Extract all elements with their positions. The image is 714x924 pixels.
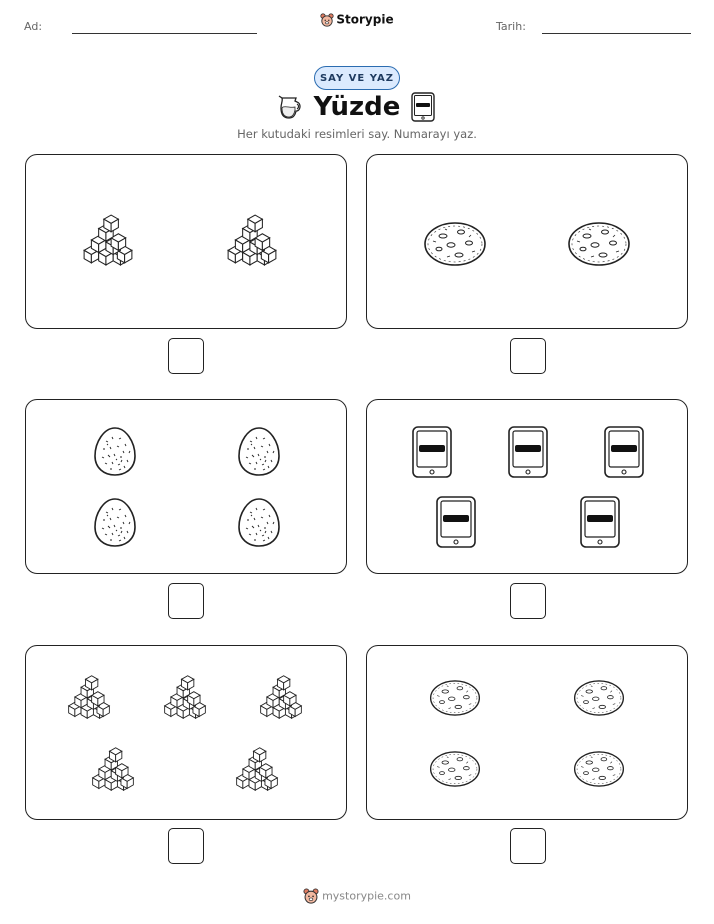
cookie-icon [573,750,625,793]
footer [0,888,714,904]
cookie-icon [429,679,481,722]
storypie-bear-icon [303,888,319,904]
tablet-icon [411,426,453,483]
answer-box-1[interactable] [168,338,204,374]
name-field[interactable] [72,33,257,34]
answer-box-2[interactable] [510,338,546,374]
tablet-icon [603,426,645,483]
sugar-cubes-icon [256,674,306,725]
sugar-cubes-icon [88,746,138,797]
count-panel-5 [25,645,347,820]
tablet-icon [410,92,436,122]
answer-box-4[interactable] [510,583,546,619]
sugar-cubes-icon [160,674,210,725]
cookie-icon [573,679,625,722]
count-panel-4 [366,399,688,574]
footer-url: mystorypie.com [322,889,411,903]
activity-badge: SAY VE YAZ [314,66,400,90]
count-panel-1 [25,154,347,329]
sugar-cubes-icon [82,213,134,272]
egg-icon [92,496,138,553]
brand-logo [0,12,714,27]
answer-box-6[interactable] [510,828,546,864]
cookie-icon [429,750,481,793]
tablet-icon [435,496,477,553]
cookie-icon [423,221,487,272]
date-label: Tarih: [496,20,526,33]
egg-icon [92,425,138,482]
sugar-cubes-icon [64,674,114,725]
date-field[interactable] [542,33,691,34]
name-label: Ad: [24,20,43,33]
count-panel-6 [366,645,688,820]
count-panel-2 [366,154,688,329]
count-panel-3 [25,399,347,574]
egg-icon [236,425,282,482]
answer-box-3[interactable] [168,583,204,619]
worksheet-title: Yüzde [313,92,401,122]
answer-box-5[interactable] [168,828,204,864]
sugar-cubes-icon [226,213,278,272]
tablet-icon [579,496,621,553]
sugar-cubes-icon [232,746,282,797]
storypie-bear-icon [320,13,334,27]
brand-name: Storypie [336,12,394,27]
tablet-icon [507,426,549,483]
egg-icon [236,496,282,553]
instructions: Her kutudaki resimleri say. Numarayı yaz. [237,127,477,141]
cookie-icon [567,221,631,272]
